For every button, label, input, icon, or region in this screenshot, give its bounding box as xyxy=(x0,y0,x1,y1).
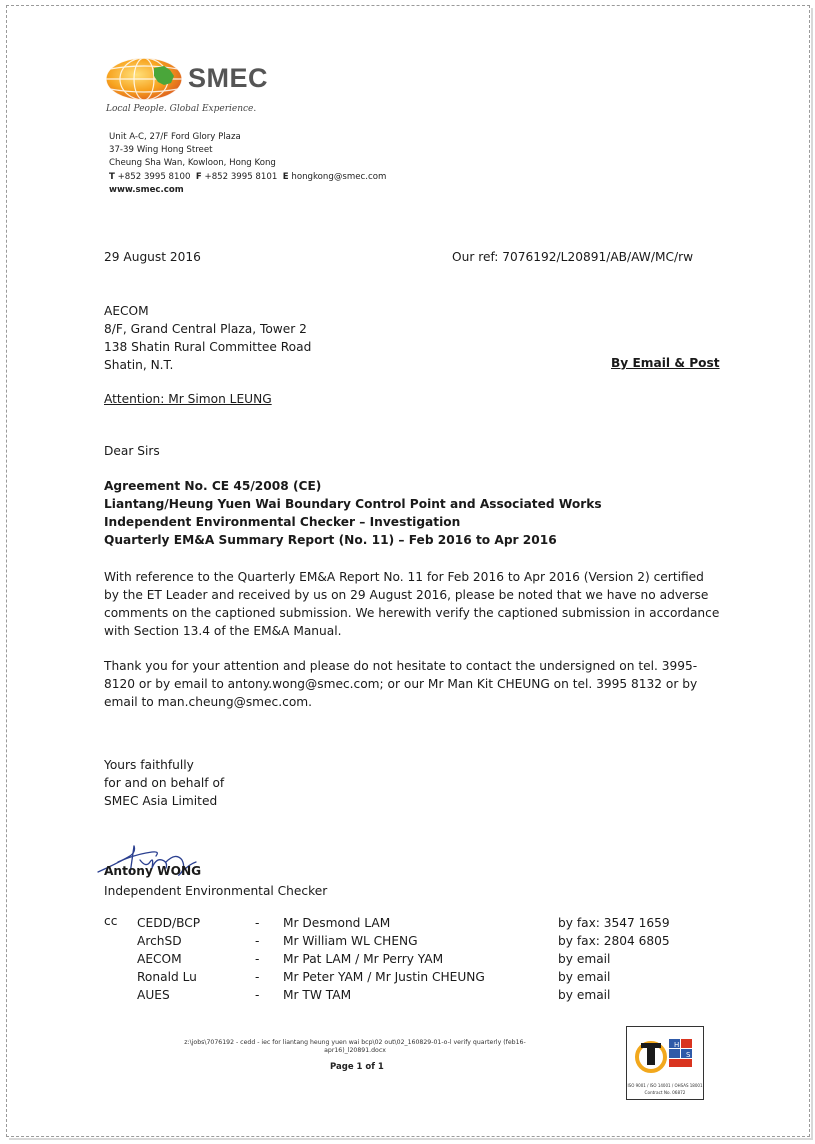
cc-recipient: Mr William WL CHENG xyxy=(283,934,418,948)
certification-logo-icon xyxy=(627,1027,703,1083)
signer-name: Antony WONG xyxy=(104,864,202,878)
phone-label: T xyxy=(109,171,115,182)
closing-block xyxy=(104,756,224,810)
cc-separator: - xyxy=(255,970,260,984)
closing-line: Yours faithfully xyxy=(104,758,194,772)
salutation: Dear Sirs xyxy=(104,444,160,458)
contract-number: Contract No. 06872 xyxy=(644,1090,686,1095)
recipient-line: AECOM xyxy=(104,304,149,318)
body-line: 8120 or by email to antony.wong@smec.com; or our Mr Man Kit CHEUNG on tel. 3995 8132 or by xyxy=(104,677,698,692)
website: www.smec.com xyxy=(109,184,184,195)
svg-text:S: S xyxy=(686,1051,691,1059)
body-line: with Section 13.4 of the EM&A Manual. xyxy=(104,624,342,639)
body-line: With reference to the Quarterly EM&A Report No. 11 for Feb 2016 to Apr 2016 (Version 2) certified xyxy=(104,570,704,584)
recipient-line: Shatin, N.T. xyxy=(104,358,174,372)
cc-recipient: Mr Peter YAM / Mr Justin CHEUNG xyxy=(283,970,485,984)
cc-recipient: Mr Pat LAM / Mr Perry YAM xyxy=(283,952,444,966)
body-line: Thank you for your attention and please do not hesitate to contact the undersigned on tel. 3995- xyxy=(104,659,698,673)
recipient-address xyxy=(104,302,311,374)
body-paragraph xyxy=(104,657,722,711)
cc-organisation: ArchSD xyxy=(137,934,182,948)
email-label: E xyxy=(282,171,289,182)
cc-separator: - xyxy=(255,934,260,948)
cc-method: by email xyxy=(558,970,611,984)
fax-value: +852 3995 8101 xyxy=(204,171,278,182)
cc-method: by email xyxy=(558,988,611,1002)
subject-line: Agreement No. CE 45/2008 (CE) xyxy=(104,479,322,493)
cc-recipient: Mr TW TAM xyxy=(283,988,352,1002)
company-wordmark: SMEC xyxy=(188,63,269,93)
recipient-line: 138 Shatin Rural Committee Road xyxy=(104,340,312,354)
body-paragraph xyxy=(104,568,722,640)
body-line: email to man.cheung@smec.com. xyxy=(104,695,313,710)
cc-method: by email xyxy=(558,952,611,966)
subject-line: Independent Environmental Checker – Investigation xyxy=(104,515,461,529)
subject-line: Quarterly EM&A Summary Report (No. 11) – Feb 2016 to Apr 2016 xyxy=(104,533,557,547)
cc-separator: - xyxy=(255,952,260,966)
cc-label: cc xyxy=(104,914,118,928)
delivery-method: By Email & Post xyxy=(611,356,720,370)
body-line: by the ET Leader and received by us on 29 August 2016, please be noted that we have no adverse xyxy=(104,588,709,603)
recipient-line: 8/F, Grand Central Plaza, Tower 2 xyxy=(104,322,307,336)
our-reference: Our ref: 7076192/L20891/AB/AW/MC/rw xyxy=(452,250,694,264)
closing-line: for and on behalf of xyxy=(104,776,225,790)
attention-line: Attention: Mr Simon LEUNG xyxy=(104,392,272,406)
signer-title: Independent Environmental Checker xyxy=(104,884,328,898)
subject-block xyxy=(104,477,602,549)
certification-caption: ISO 9001 / ISO 14001 / OHSAS 18001 xyxy=(627,1083,703,1088)
cc-organisation: AECOM xyxy=(137,952,182,966)
cc-method: by fax: 3547 1659 xyxy=(558,916,670,930)
company-tagline: Local People. Global Experience. xyxy=(106,104,257,114)
svg-text:H: H xyxy=(674,1041,680,1049)
letter-date: 29 August 2016 xyxy=(104,250,201,264)
cc-method: by fax: 2804 6805 xyxy=(558,934,670,948)
letterhead-address xyxy=(109,131,386,197)
address-line: 37-39 Wing Hong Street xyxy=(109,145,213,156)
cc-organisation: Ronald Lu xyxy=(137,970,197,984)
page-number: Page 1 of 1 xyxy=(330,1062,384,1072)
contact-line xyxy=(109,171,386,184)
phone-value: +852 3995 8100 xyxy=(117,171,191,182)
cc-organisation: AUES xyxy=(137,988,170,1002)
body-line: comments on the captioned submission. We herewith verify the captioned submission in accordance xyxy=(104,606,720,621)
certification-badge xyxy=(626,1026,704,1100)
address-line: Unit A-C, 27/F Ford Glory Plaza xyxy=(109,132,241,142)
file-path-footer: z:\jobs\7076192 - cedd - iec for liantang heung yuen wai bcp\02 out\02_160829-01-o-l verify quarterly (feb16-apr16)_l20891.docx xyxy=(184,1039,526,1054)
email-value: hongkong@smec.com xyxy=(291,171,387,182)
cc-separator: - xyxy=(255,916,260,930)
cc-recipient: Mr Desmond LAM xyxy=(283,916,391,930)
closing-line: SMEC Asia Limited xyxy=(104,794,218,808)
subject-line: Liantang/Heung Yuen Wai Boundary Control Point and Associated Works xyxy=(104,497,602,511)
cc-organisation: CEDD/BCP xyxy=(137,916,201,930)
company-logo xyxy=(104,56,294,126)
address-line: Cheung Sha Wan, Kowloon, Hong Kong xyxy=(109,158,276,169)
globe-logo-icon xyxy=(104,56,186,102)
cc-separator: - xyxy=(255,988,260,1002)
fax-label: F xyxy=(195,171,202,182)
